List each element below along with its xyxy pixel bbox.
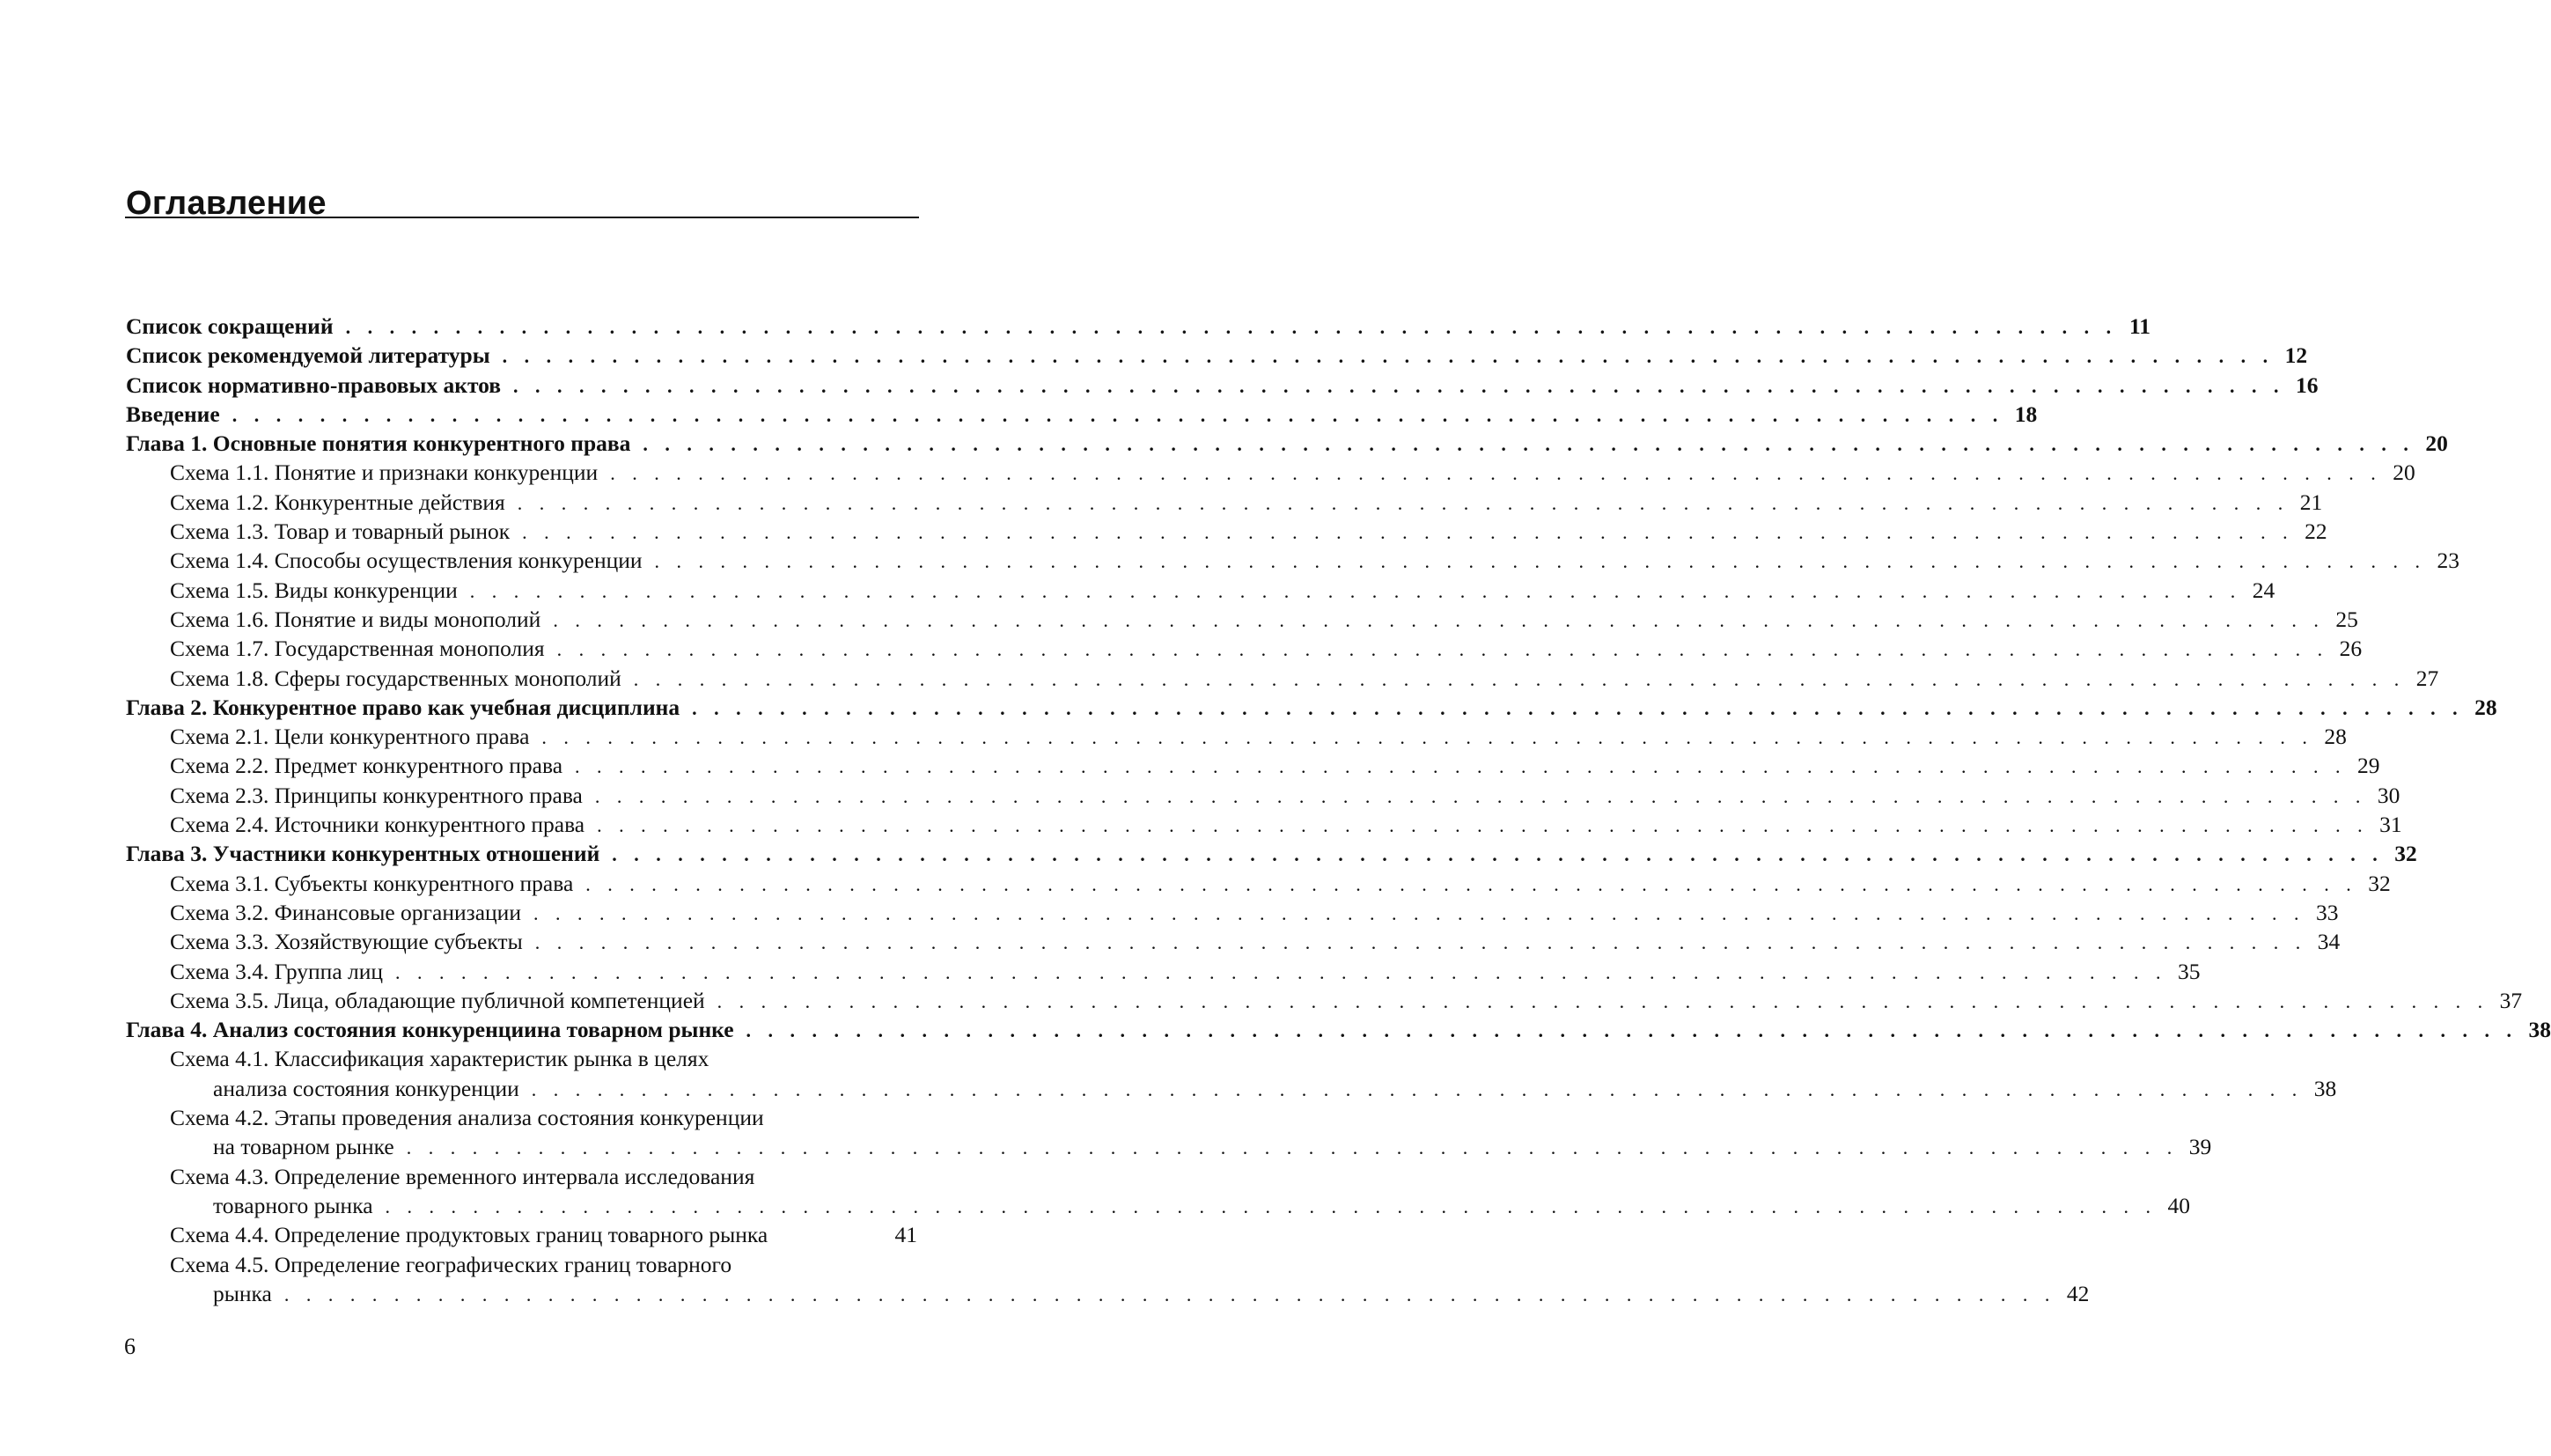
toc-entry-continuation[interactable]: рынка . . . . . . . . . . . . . . . . . . . . . . . . . . . . . . . . . . . . . . . . . . . . . . . . . . . . . . . . . . . . . . . . . . . . . . . . . . . . . . . . . 42	[126, 1279, 917, 1308]
dot-leader: . . . . . . . . . . . . . . . . . . . . . . . . . . . . . . . . . . . . . . . . . . . . . . . . . . . . . . . . . . . . . . . . . . . . . . . . . . . . . . . . .	[531, 1077, 2304, 1100]
toc-entry[interactable]: Список сокращений . . . . . . . . . . . . . . . . . . . . . . . . . . . . . . . . . . . . . . . . . . . . . . . . . . . . . . . . . . . . . . . . . . . . . . . . . . . . . . . . . 11	[126, 312, 917, 341]
toc-entry[interactable]: Схема 1.1. Понятие и признаки конкуренции . . . . . . . . . . . . . . . . . . . . . . . . . . . . . . . . . . . . . . . . . . . . . . . . . . . . . . . . . . . . . . . . . . . . . . . . . . . . . . . . . 20	[126, 458, 917, 487]
toc-page-number: 22	[2305, 518, 2327, 545]
toc-entry-continuation[interactable]: на товарном рынке . . . . . . . . . . . . . . . . . . . . . . . . . . . . . . . . . . . . . . . . . . . . . . . . . . . . . . . . . . . . . . . . . . . . . . . . . . . . . . . . . 39	[126, 1132, 917, 1161]
toc-entry-continuation[interactable]: товарного рынка . . . . . . . . . . . . . . . . . . . . . . . . . . . . . . . . . . . . . . . . . . . . . . . . . . . . . . . . . . . . . . . . . . . . . . . . . . . . . . . . . 40	[126, 1191, 917, 1220]
toc-page-number: 39	[2188, 1134, 2212, 1160]
toc-page-number: 35	[2178, 958, 2201, 984]
toc-entry-continuation[interactable]: анализа состояния конкуренции . . . . . . . . . . . . . . . . . . . . . . . . . . . . . . . . . . . . . . . . . . . . . . . . . . . . . . . . . . . . . . . . . . . . . . . . . . . . . . . . . 38	[126, 1074, 917, 1103]
toc-entry[interactable]: Схема 1.7. Государственная монополия . . . . . . . . . . . . . . . . . . . . . . . . . . . . . . . . . . . . . . . . . . . . . . . . . . . . . . . . . . . . . . . . . . . . . . . . . . . . . . . . . 26	[126, 634, 917, 663]
dot-leader: . . . . . . . . . . . . . . . . . . . . . . . . . . . . . . . . . . . . . . . . . . . . . . . . . . . . . . . . . . . . . . . . . . . . . . . . . . . . . . . . .	[283, 1283, 2056, 1305]
toc-page-number: 29	[2357, 753, 2380, 779]
dot-leader: . . . . . . . . . . . . . . . . . . . . . . . . . . . . . . . . . . . . . . . . . . . . . . . . . . . . . . . . . . . . . . . . . . . . . . . . . . . . . . . . .	[522, 521, 2294, 544]
toc-entry[interactable]: Схема 4.5. Определение географических границ товарного	[170, 1251, 732, 1277]
title-divider	[125, 217, 919, 218]
toc-page-number: 21	[2299, 489, 2323, 515]
toc-page-number: 37	[2499, 987, 2523, 1013]
toc-entry[interactable]: Список рекомендуемой литературы . . . . . . . . . . . . . . . . . . . . . . . . . . . . . . . . . . . . . . . . . . . . . . . . . . . . . . . . . . . . . . . . . . . . . . . . . . . . . . . . . 12	[126, 341, 917, 370]
dot-leader: . . . . . . . . . . . . . . . . . . . . . . . . . . . . . . . . . . . . . . . . . . . . . . . . . . . . . . . . . . . . . . . . . . . . . . . . . . . . . . . . .	[553, 608, 2325, 631]
dot-leader: . . . . . . . . . . . . . . . . . . . . . . . . . . . . . . . . . . . . . . . . . . . . . . . . . . . . . . . . . . . . . . . . . . . . . . . . . . . . . . . . .	[513, 374, 2285, 397]
dot-leader: . . . . . . . . . . . . . . . . . . . . . . . . . . . . . . . . . . . . . . . . . . . . . . . . . . . . . . . . . . . . . . . . . . . . . . . . . . . . . . . . .	[232, 403, 2004, 426]
dot-leader: . . . . . . . . . . . . . . . . . . . . . . . . . . . . . . . . . . . . . . . . . . . . . . . . . . . . . . . . . . . . . . . . . . . . . . . . . . . . . . . . .	[610, 462, 2382, 485]
toc-page-number: 24	[2252, 577, 2275, 603]
toc-chapter-entry[interactable]: Глава 2. Конкурентное право как учебная дисциплина . . . . . . . . . . . . . . . . . . . . . . . . . . . . . . . . . . . . . . . . . . . . . . . . . . . . . . . . . . . . . . . . . . . . . . . . . . . . . . . . . 28	[126, 693, 917, 722]
dot-leader: . . . . . . . . . . . . . . . . . . . . . . . . . . . . . . . . . . . . . . . . . . . . . . . . . . . . . . . . . . . . . . . . . . . . . . . . . . . . . . . . .	[575, 755, 2347, 778]
dot-leader: . . . . . . . . . . . . . . . . . . . . . . . . . . . . . . . . . . . . . . . . . . . . . . . . . . . . . . . . . . . . . . . . . . . . . . . . . . . . . . . . .	[594, 784, 2367, 807]
toc-page-number: 32	[2368, 870, 2391, 896]
toc-page-number: 11	[2128, 313, 2151, 339]
toc-page-number: 42	[2066, 1280, 2090, 1306]
toc-page-number: 38	[2313, 1075, 2337, 1101]
toc-entry[interactable]: Схема 1.3. Товар и товарный рынок . . . . . . . . . . . . . . . . . . . . . . . . . . . . . . . . . . . . . . . . . . . . . . . . . . . . . . . . . . . . . . . . . . . . . . . . . . . . . . . . . 22	[126, 517, 917, 546]
toc-page-number: 18	[2014, 401, 2038, 427]
dot-leader: . . . . . . . . . . . . . . . . . . . . . . . . . . . . . . . . . . . . . . . . . . . . . . . . . . . . . . . . . . . . . . . . . . . . . . . . . . . . . . . . .	[406, 1136, 2179, 1159]
toc-entry[interactable]: Схема 4.2. Этапы проведения анализа состояния конкуренции	[170, 1105, 764, 1131]
dot-leader: . . . . . . . . . . . . . . . . . . . . . . . . . . . . . . . . . . . . . . . . . . . . . . . . . . . . . . . . . . . . . . . . . . . . . . . . . . . . . . . . .	[556, 638, 2329, 661]
toc-entry[interactable]: Схема 4.1. Классификация характеристик рынка в целях	[170, 1046, 709, 1072]
dot-leader: . . . . . . . . . . . . . . . . . . . . . . . . . . . . . . . . . . . . . . . . . . . . . . . . . . . . . . . . . . . . . . . . . . . . . . . . . . . . . . . . .	[692, 696, 2464, 719]
dot-leader: . . . . . . . . . . . . . . . . . . . . . . . . . . . . . . . . . . . . . . . . . . . . . . . . . . . . . . . . . . . . . . . . . . . . . . . . . . . . . . . . .	[597, 814, 2369, 837]
toc-entry[interactable]: Схема 2.3. Принципы конкурентного права . . . . . . . . . . . . . . . . . . . . . . . . . . . . . . . . . . . . . . . . . . . . . . . . . . . . . . . . . . . . . . . . . . . . . . . . . . . . . . . . . 30	[126, 781, 917, 810]
toc-page-number: 38	[2528, 1017, 2551, 1043]
toc-chapter-entry[interactable]: Глава 3. Участники конкурентных отношений . . . . . . . . . . . . . . . . . . . . . . . . . . . . . . . . . . . . . . . . . . . . . . . . . . . . . . . . . . . . . . . . . . . . . . . . . . . . . . . . . 32	[126, 839, 917, 868]
toc-page-number: 26	[2339, 636, 2363, 662]
toc-entry[interactable]: Схема 4.4. Определение продуктовых границ товарного рынка 41	[126, 1220, 917, 1249]
toc-entry[interactable]: Схема 1.2. Конкурентные действия . . . . . . . . . . . . . . . . . . . . . . . . . . . . . . . . . . . . . . . . . . . . . . . . . . . . . . . . . . . . . . . . . . . . . . . . . . . . . . . . . 21	[126, 488, 917, 517]
toc-entry[interactable]: Схема 1.4. Способы осуществления конкуренции . . . . . . . . . . . . . . . . . . . . . . . . . . . . . . . . . . . . . . . . . . . . . . . . . . . . . . . . . . . . . . . . . . . . . . . . . . . . . . . . . 23	[126, 546, 917, 575]
dot-leader: . . . . . . . . . . . . . . . . . . . . . . . . . . . . . . . . . . . . . . . . . . . . . . . . . . . . . . . . . . . . . . . . . . . . . . . . . . . . . . . . .	[541, 726, 2313, 749]
toc-chapter-entry[interactable]: Глава 4. Анализ состояния конкуренциина товарном рынке . . . . . . . . . . . . . . . . . . . . . . . . . . . . . . . . . . . . . . . . . . . . . . . . . . . . . . . . . . . . . . . . . . . . . . . . . . . . . . . . . 38	[126, 1015, 917, 1044]
toc-entry[interactable]: Схема 2.2. Предмет конкурентного права . . . . . . . . . . . . . . . . . . . . . . . . . . . . . . . . . . . . . . . . . . . . . . . . . . . . . . . . . . . . . . . . . . . . . . . . . . . . . . . . . 29	[126, 751, 917, 780]
toc-page-number: 31	[2379, 812, 2402, 838]
toc-entry[interactable]: Схема 3.3. Хозяйствующие субъекты . . . . . . . . . . . . . . . . . . . . . . . . . . . . . . . . . . . . . . . . . . . . . . . . . . . . . . . . . . . . . . . . . . . . . . . . . . . . . . . . . 34	[126, 927, 917, 956]
toc-entry[interactable]: Список нормативно-правовых актов . . . . . . . . . . . . . . . . . . . . . . . . . . . . . . . . . . . . . . . . . . . . . . . . . . . . . . . . . . . . . . . . . . . . . . . . . . . . . . . . . 16	[126, 371, 917, 400]
toc-page-number: 16	[2296, 371, 2319, 398]
toc-entry[interactable]: Схема 1.6. Понятие и виды монополий . . . . . . . . . . . . . . . . . . . . . . . . . . . . . . . . . . . . . . . . . . . . . . . . . . . . . . . . . . . . . . . . . . . . . . . . . . . . . . . . . 25	[126, 605, 917, 634]
toc-entry[interactable]: Схема 3.2. Финансовые организации . . . . . . . . . . . . . . . . . . . . . . . . . . . . . . . . . . . . . . . . . . . . . . . . . . . . . . . . . . . . . . . . . . . . . . . . . . . . . . . . . 33	[126, 898, 917, 927]
dot-leader: . . . . . . . . . . . . . . . . . . . . . . . . . . . . . . . . . . . . . . . . . . . . . . . . . . . . . . . . . . . . . . . . . . . . . . . . . . . . . . . . .	[469, 579, 2242, 602]
toc-page-number: 12	[2284, 342, 2308, 369]
toc-page-number: 41	[894, 1222, 917, 1248]
toc-page-number: 20	[2393, 460, 2415, 486]
dot-leader: . . . . . . . . . . . . . . . . . . . . . . . . . . . . . . . . . . . . . . . . . . . . . . . . . . . . . . . . . . . . . . . . . . . . . . . . . . . . . . . . .	[385, 1195, 2158, 1217]
toc-entry[interactable]: Схема 1.5. Виды конкуренции . . . . . . . . . . . . . . . . . . . . . . . . . . . . . . . . . . . . . . . . . . . . . . . . . . . . . . . . . . . . . . . . . . . . . . . . . . . . . . . . . 24	[126, 576, 917, 605]
toc-page-number: 40	[2167, 1192, 2191, 1218]
dot-leader: . . . . . . . . . . . . . . . . . . . . . . . . . . . . . . . . . . . . . . . . . . . . . . . . . . . . . . . . . . . . . . . . . . . . . . . . . . . . . . . . .	[533, 901, 2305, 924]
toc-entry[interactable]: Схема 3.5. Лица, обладающие публичной компетенцией . . . . . . . . . . . . . . . . . . . . . . . . . . . . . . . . . . . . . . . . . . . . . . . . . . . . . . . . . . . . . . . . . . . . . . . . . . . . . . . . . 37	[126, 986, 917, 1015]
dot-leader: . . . . . . . . . . . . . . . . . . . . . . . . . . . . . . . . . . . . . . . . . . . . . . . . . . . . . . . . . . . . . . . . . . . . . . . . . . . . . . . . .	[654, 550, 2427, 573]
page-number: 6	[124, 1334, 136, 1359]
toc-page-number: 33	[2315, 899, 2339, 925]
table-of-contents	[126, 312, 2551, 1308]
toc-page-number: 23	[2437, 548, 2460, 574]
page-title: Оглавление	[126, 185, 327, 223]
dot-leader: . . . . . . . . . . . . . . . . . . . . . . . . . . . . . . . . . . . . . . . . . . . . . . . . . . . . . . . . . . . . . . . . . . . . . . . . . . . . . . . . .	[534, 931, 2307, 954]
toc-entry[interactable]: Схема 4.3. Определение временного интервала исследования	[170, 1163, 755, 1189]
dot-leader: . . . . . . . . . . . . . . . . . . . . . . . . . . . . . . . . . . . . . . . . . . . . . . . . . . . . . . . . . . . . . . . . . . . . . . . . . . . . . . . . .	[633, 667, 2406, 690]
toc-entry[interactable]: Схема 2.4. Источники конкурентного права . . . . . . . . . . . . . . . . . . . . . . . . . . . . . . . . . . . . . . . . . . . . . . . . . . . . . . . . . . . . . . . . . . . . . . . . . . . . . . . . . 31	[126, 810, 917, 839]
toc-entry[interactable]: Схема 2.1. Цели конкурентного права . . . . . . . . . . . . . . . . . . . . . . . . . . . . . . . . . . . . . . . . . . . . . . . . . . . . . . . . . . . . . . . . . . . . . . . . . . . . . . . . . 28	[126, 722, 917, 751]
toc-page-number: 32	[2394, 841, 2417, 867]
toc-page-number: 28	[2324, 724, 2347, 750]
toc-page-number: 34	[2317, 929, 2341, 955]
toc-entry[interactable]: Схема 3.4. Группа лиц . . . . . . . . . . . . . . . . . . . . . . . . . . . . . . . . . . . . . . . . . . . . . . . . . . . . . . . . . . . . . . . . . . . . . . . . . . . . . . . . . 35	[126, 957, 917, 986]
toc-page-number: 30	[2377, 782, 2400, 808]
dot-leader: . . . . . . . . . . . . . . . . . . . . . . . . . . . . . . . . . . . . . . . . . . . . . . . . . . . . . . . . . . . . . . . . . . . . . . . . . . . . . . . . .	[585, 872, 2357, 895]
dot-leader: . . . . . . . . . . . . . . . . . . . . . . . . . . . . . . . . . . . . . . . . . . . . . . . . . . . . . . . . . . . . . . . . . . . . . . . . . . . . . . . . .	[395, 960, 2167, 983]
toc-page-number: 28	[2474, 694, 2497, 720]
toc-entry[interactable]: Схема 3.1. Субъекты конкурентного права . . . . . . . . . . . . . . . . . . . . . . . . . . . . . . . . . . . . . . . . . . . . . . . . . . . . . . . . . . . . . . . . . . . . . . . . . . . . . . . . . 32	[126, 869, 917, 898]
toc-page-number: 25	[2335, 606, 2358, 632]
dot-leader: . . . . . . . . . . . . . . . . . . . . . . . . . . . . . . . . . . . . . . . . . . . . . . . . . . . . . . . . . . . . . . . . . . . . . . . . . . . . . . . . .	[643, 433, 2415, 456]
toc-entry[interactable]: Введение . . . . . . . . . . . . . . . . . . . . . . . . . . . . . . . . . . . . . . . . . . . . . . . . . . . . . . . . . . . . . . . . . . . . . . . . . . . . . . . . . 18	[126, 400, 917, 429]
dot-leader: . . . . . . . . . . . . . . . . . . . . . . . . . . . . . . . . . . . . . . . . . . . . . . . . . . . . . . . . . . . . . . . . . . . . . . . . . . . . . . . . .	[717, 989, 2489, 1012]
dot-leader: . . . . . . . . . . . . . . . . . . . . . . . . . . . . . . . . . . . . . . . . . . . . . . . . . . . . . . . . . . . . . . . . . . . . . . . . . . . . . . . . .	[612, 843, 2384, 866]
dot-leader: . . . . . . . . . . . . . . . . . . . . . . . . . . . . . . . . . . . . . . . . . . . . . . . . . . . . . . . . . . . . . . . . . . . . . . . . . . . . . . . . .	[502, 345, 2275, 368]
dot-leader: . . . . . . . . . . . . . . . . . . . . . . . . . . . . . . . . . . . . . . . . . . . . . . . . . . . . . . . . . . . . . . . . . . . . . . . . . . . . . . . . .	[746, 1019, 2518, 1042]
dot-leader: . . . . . . . . . . . . . . . . . . . . . . . . . . . . . . . . . . . . . . . . . . . . . . . . . . . . . . . . . . . . . . . . . . . . . . . . . . . . . . . . .	[517, 491, 2290, 514]
toc-entry[interactable]: Схема 1.8. Сферы государственных монополий . . . . . . . . . . . . . . . . . . . . . . . . . . . . . . . . . . . . . . . . . . . . . . . . . . . . . . . . . . . . . . . . . . . . . . . . . . . . . . . . . 27	[126, 664, 917, 693]
toc-chapter-entry[interactable]: Глава 1. Основные понятия конкурентного права . . . . . . . . . . . . . . . . . . . . . . . . . . . . . . . . . . . . . . . . . . . . . . . . . . . . . . . . . . . . . . . . . . . . . . . . . . . . . . . . . 20	[126, 429, 917, 458]
toc-page-number: 27	[2415, 665, 2439, 691]
dot-leader: . . . . . . . . . . . . . . . . . . . . . . . . . . . . . . . . . . . . . . . . . . . . . . . . . . . . . . . . . . . . . . . . . . . . . . . . . . . . . . . . .	[345, 316, 2118, 338]
toc-page-number: 20	[2425, 430, 2448, 457]
